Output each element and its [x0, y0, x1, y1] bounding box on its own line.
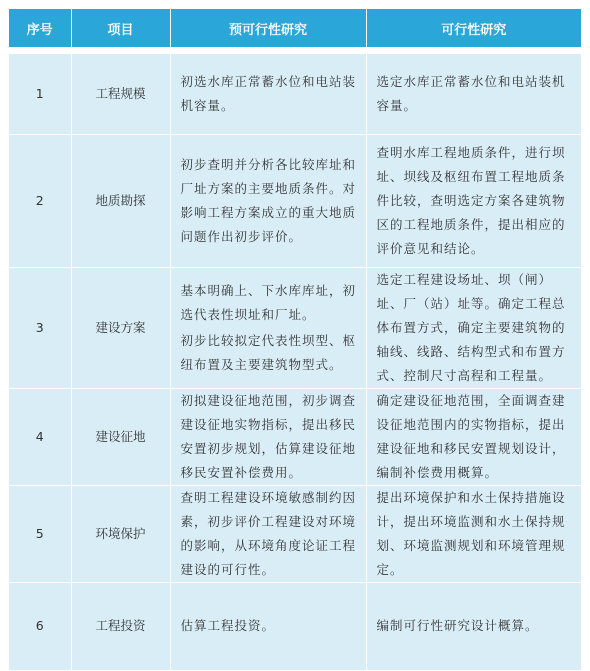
table-row	[9, 582, 581, 670]
row-index: 6	[9, 582, 71, 670]
row-prefeasibility	[170, 388, 366, 485]
comparison-table	[9, 9, 581, 671]
table-row	[9, 54, 581, 134]
row-item: 工程规模	[71, 54, 170, 134]
row-index: 3	[9, 267, 71, 388]
table-row	[9, 388, 581, 485]
header-row	[9, 9, 581, 47]
table-body	[9, 47, 581, 670]
paragraph: 选定水库正常蓄水位和电站装机容量。	[376, 73, 566, 113]
comparison-table-container	[9, 9, 581, 671]
paragraph: 基本明确上、下水库库址，初选代表性坝址和厂址。	[180, 282, 357, 322]
row-index: 5	[9, 485, 71, 582]
row-feasibility	[366, 582, 581, 670]
table-row	[9, 134, 581, 267]
row-index: 2	[9, 134, 71, 267]
row-prefeasibility	[170, 134, 366, 267]
paragraph: 初选水库正常蓄水位和电站装机容量。	[180, 73, 357, 113]
paragraph: 初步查明并分析各比较库址和厂址方案的主要地质条件。对影响工程方案成立的重大地质问题作出初步评价。	[180, 156, 357, 244]
paragraph: 查明工程建设环境敏感制约因素，初步评价工程建设对环境的影响，从环境角度论证工程建设的可行性。	[180, 489, 357, 577]
paragraph: 估算工程投资。	[180, 618, 276, 633]
table-row	[9, 267, 581, 388]
paragraph: 初步比较拟定代表性坝型、枢纽布置及主要建筑物型式。	[180, 332, 357, 372]
row-prefeasibility	[170, 582, 366, 670]
row-item: 环境保护	[71, 485, 170, 582]
header-index: 序号	[9, 9, 71, 47]
row-index: 4	[9, 388, 71, 485]
paragraph: 初拟建设征地范围，初步调查建设征地实物指标，提出移民安置初步规划，估算建设征地移民安置补偿费用。	[180, 392, 357, 480]
row-item: 工程投资	[71, 582, 170, 670]
header-item: 项目	[71, 9, 170, 47]
row-feasibility	[366, 134, 581, 267]
header-spacer	[9, 47, 581, 54]
row-prefeasibility	[170, 485, 366, 582]
row-item: 建设方案	[71, 267, 170, 388]
table-row	[9, 485, 581, 582]
row-prefeasibility	[170, 54, 366, 134]
header-feasibility: 可行性研究	[366, 9, 581, 47]
row-item: 建设征地	[71, 388, 170, 485]
row-item: 地质勘探	[71, 134, 170, 267]
row-feasibility	[366, 485, 581, 582]
paragraph: 查明水库工程地质条件，进行坝址、坝线及枢纽布置工程地质条件比较，查明选定方案各建筑物区的工程地质条件，提出相应的评价意见和结论。	[376, 144, 566, 256]
paragraph: 编制可行性研究设计概算。	[376, 618, 539, 633]
header-prefeasibility: 预可行性研究	[170, 9, 366, 47]
row-prefeasibility	[170, 267, 366, 388]
row-index: 1	[9, 54, 71, 134]
paragraph: 确定建设征地范围，全面调查建设征地范围内的实物指标，提出建设征地和移民安置规划设计，编制补偿费用概算。	[376, 392, 566, 480]
row-feasibility	[366, 388, 581, 485]
table-header	[9, 9, 581, 47]
row-feasibility	[366, 267, 581, 388]
row-feasibility	[366, 54, 581, 134]
paragraph: 提出环境保护和水土保持措施设计，提出环境监测和水土保持规划、环境监测规划和环境管理规定。	[376, 489, 566, 577]
paragraph: 选定工程建设场址、坝（闸）址、厂（站）址等。确定工程总体布置方式，确定主要建筑物的轴线、线路、结构型式和布置方式、控制尺寸高程和工程量。	[376, 271, 566, 383]
